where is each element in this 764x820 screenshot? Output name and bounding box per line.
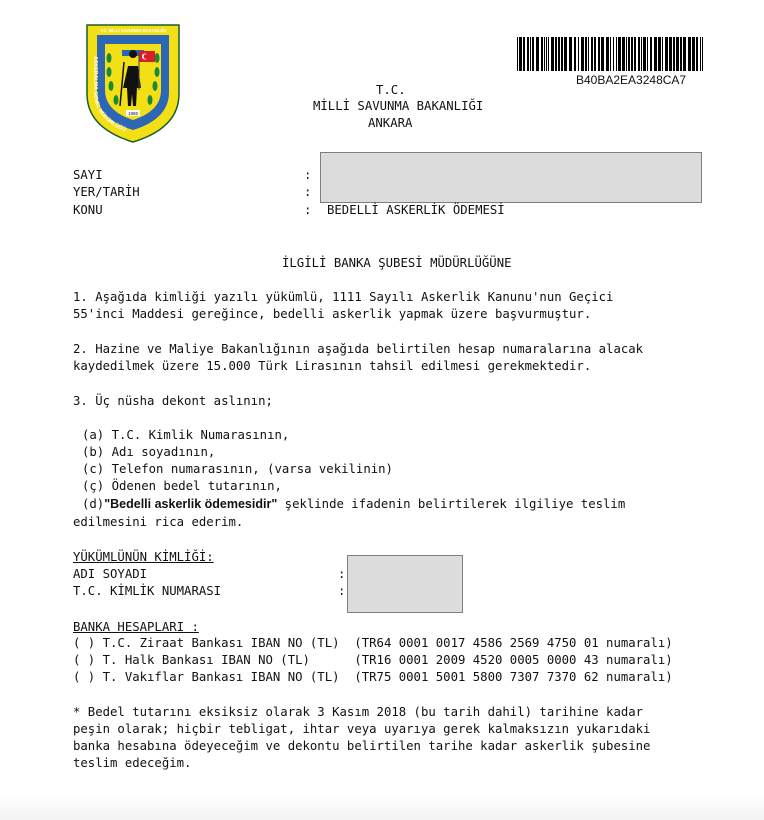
- bank-row-vakiflar: ( ) T. Vakıflar Bankası IBAN NO (TL) (TR75 0001 5001 5800 7307 7370 62 numaralı): [73, 670, 673, 684]
- barcode-bar: [532, 37, 534, 71]
- barcode-bar: [558, 37, 560, 71]
- barcode-bar: [544, 37, 545, 71]
- barcode-bar: [650, 37, 652, 71]
- barcode: [517, 37, 705, 71]
- meta-sep-sayi: :: [304, 168, 312, 182]
- barcode-bar: [536, 37, 539, 71]
- barcode-bar: [578, 37, 579, 71]
- meta-sep-yer-tarih: :: [304, 185, 312, 199]
- barcode-bar: [598, 37, 600, 71]
- redacted-identity-box: [347, 555, 463, 613]
- meta-label-sayi: SAYI: [73, 168, 103, 182]
- barcode-bar: [680, 37, 682, 71]
- barcode-bar: [546, 37, 547, 71]
- barcode-bar: [606, 37, 609, 71]
- barcode-bar: [530, 37, 531, 71]
- barcode-bar: [688, 37, 691, 71]
- ministry-logo: [84, 22, 182, 144]
- barcode-bar: [581, 37, 584, 71]
- paragraph-2-line-2: kaydedilmek üzere 15.000 Türk Lirasının tahsil edilmesi gerekmektedir.: [73, 359, 592, 373]
- note-line-3: banka hesabına ödeyeceğim ve dekontu belirtilen tarihe kadar askerlik şubesine: [73, 739, 651, 753]
- barcode-bar: [519, 37, 522, 71]
- note-line-2: peşin olarak; hiçbir tebligat, ihtar veya uyarıya gerek kalmaksızın yukarıdaki: [73, 722, 651, 736]
- barcode-bar: [527, 37, 529, 71]
- item-b: (b) Adı soyadının,: [82, 445, 216, 459]
- org-line-1: T.C.: [376, 83, 406, 97]
- identity-name-sep: :: [338, 567, 346, 581]
- barcode-bar: [594, 37, 596, 71]
- barcode-bar: [569, 37, 572, 71]
- barcode-text: B40BA2EA3248CA7: [576, 73, 687, 87]
- barcode-bar: [631, 37, 633, 71]
- barcode-bar: [643, 37, 646, 71]
- barcode-bar: [665, 37, 668, 71]
- meta-label-konu: KONU: [73, 203, 103, 217]
- barcode-bar: [626, 37, 627, 71]
- addressee: İLGİLİ BANKA ŞUBESİ MÜDÜRLÜĞÜNE: [282, 256, 512, 270]
- bank-row-halk: ( ) T. Halk Bankası IBAN NO (TL) (TR16 0001 2009 4520 0005 0000 43 numaralı): [73, 653, 673, 667]
- org-line-3: ANKARA: [368, 116, 413, 130]
- barcode-bar: [548, 37, 549, 71]
- barcode-bar: [517, 37, 518, 71]
- barcode-bar: [669, 37, 672, 71]
- note-line-1: * Bedel tutarını eksiksiz olarak 3 Kasım 2018 (bu tarih dahil) tarihine kadar: [73, 705, 644, 719]
- barcode-bar: [647, 37, 648, 71]
- item-a: (a) T.C. Kimlik Numarasının,: [82, 428, 290, 442]
- barcode-bar: [555, 37, 557, 71]
- barcode-bar: [658, 37, 661, 71]
- barcode-bar: [641, 37, 642, 71]
- paragraph-2-line-1: 2. Hazine ve Maliye Bakanlığının aşağıda belirtilen hesap numaralarına alacak: [73, 342, 644, 356]
- logo-year: 1886: [127, 111, 139, 116]
- barcode-bar: [683, 37, 686, 71]
- barcode-bar: [638, 37, 640, 71]
- barcode-bar: [696, 37, 698, 71]
- barcode-bar: [662, 37, 663, 71]
- barcode-bar: [628, 37, 630, 71]
- item-d-prefix: (d): [82, 497, 105, 511]
- meta-label-yer-tarih: YER/TARİH: [73, 185, 140, 199]
- barcode-bar: [700, 37, 701, 71]
- item-d: [82, 497, 625, 511]
- item-d-line-2: edilmesini rica ederim.: [73, 515, 244, 529]
- bank-row-ziraat: ( ) T.C. Ziraat Bankası IBAN NO (TL) (TR64 0001 0017 4586 2569 4750 01 numaralı): [73, 636, 673, 650]
- meta-sep-konu: :: [304, 203, 312, 217]
- barcode-bar: [673, 37, 675, 71]
- barcode-bar: [561, 37, 563, 71]
- item-d-bold: "Bedelli askerlik ödemesidir": [104, 497, 278, 511]
- identity-name-label: ADI SOYADI: [73, 567, 148, 581]
- paragraph-1-line-1: 1. Aşağıda kimliği yazılı yükümlü, 1111 Sayılı Askerlik Kanunu'nun Geçici: [73, 290, 614, 304]
- barcode-bar: [622, 37, 625, 71]
- barcode-bar: [654, 37, 657, 71]
- barcode-bar: [591, 37, 593, 71]
- barcode-bar: [702, 37, 703, 71]
- barcode-bar: [551, 37, 554, 71]
- barcode-bar: [618, 37, 621, 71]
- barcode-bar: [616, 37, 617, 71]
- bank-accounts-heading: BANKA HESAPLARI :: [73, 620, 199, 634]
- barcode-bar: [676, 37, 679, 71]
- item-c: (c) Telefon numarasının, (varsa vekilinin): [82, 462, 393, 476]
- identity-id-sep: :: [338, 584, 346, 598]
- barcode-bar: [692, 37, 695, 71]
- logo-arc-text: ASKERALMA GENEL MÜDÜRLÜĞÜ: [91, 56, 127, 134]
- barcode-bar: [610, 37, 611, 71]
- barcode-bar: [613, 37, 614, 71]
- org-line-2: MİLLİ SAVUNMA BAKANLIĞI: [313, 99, 484, 113]
- page-bottom-edge: [0, 796, 764, 820]
- item-d-rest: şeklinde ifadenin belirtilerek ilgiliye teslim: [277, 497, 626, 511]
- identity-heading: YÜKÜMLÜNÜN KİMLİĞİ:: [73, 550, 214, 564]
- paragraph-1-line-2: 55'inci Maddesi gereğince, bedelli askerlik yapmak üzere başvurmuştur.: [73, 307, 592, 321]
- barcode-bar: [564, 37, 567, 71]
- barcode-bar: [523, 37, 525, 71]
- note-line-4: teslim edeceğim.: [73, 756, 192, 770]
- barcode-bar: [585, 37, 587, 71]
- barcode-bar: [634, 37, 636, 71]
- meta-value-konu: BEDELLİ ASKERLİK ÖDEMESİ: [327, 203, 505, 217]
- barcode-bar: [601, 37, 604, 71]
- redacted-meta-box: [320, 152, 702, 203]
- barcode-bar: [588, 37, 589, 71]
- item-cc: (ç) Ödenen bedel tutarının,: [82, 479, 282, 493]
- logo-top-text: T.C. MİLLİ SAVUNMA BAKANLIĞI: [100, 28, 166, 33]
- barcode-bar: [541, 37, 543, 71]
- identity-id-label: T.C. KİMLİK NUMARASI: [73, 584, 222, 598]
- barcode-bar: [574, 37, 576, 71]
- paragraph-3: 3. Üç nüsha dekont aslının;: [73, 394, 273, 408]
